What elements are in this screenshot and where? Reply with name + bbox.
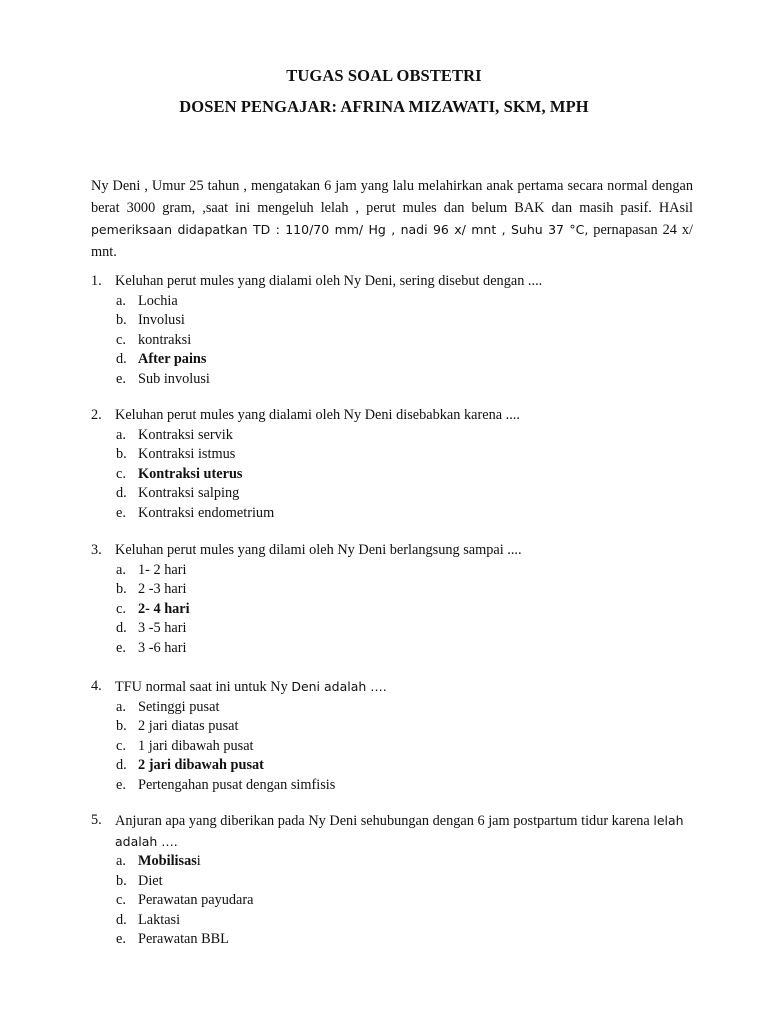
question-text-part2: Deni adalah …. [291,679,387,694]
question-2 [91,406,696,523]
option-text: 3 -6 hari [138,639,187,656]
option-b [91,580,696,600]
option-c-answer [91,465,696,485]
option-letter: e. [116,639,126,656]
option-text: Kontraksi salping [138,485,240,501]
option-letter: e. [116,776,126,793]
option-text: Kontraksi endometrium [138,504,275,521]
option-c [91,737,696,757]
option-letter: b. [116,872,127,889]
option-c-answer [91,600,696,620]
option-letter: c. [116,465,126,482]
option-text: Kontraksi uterus [138,465,243,482]
option-c [91,891,696,911]
option-text: Kontraksi servik [138,426,233,443]
option-a-answer [91,852,696,872]
option-text: 2 jari diatas pusat [138,718,239,734]
case-text-part3: pernapasan 24 x/ mnt. [91,222,693,260]
question-number: 1. [91,273,102,289]
case-paragraph [91,176,693,263]
option-text: Diet [138,872,163,889]
option-e [91,776,696,796]
question-2-stem [91,406,696,426]
question-number: 2. [91,407,102,423]
document-title: TUGAS SOAL OBSTETRI [286,66,482,85]
option-letter: a. [116,853,126,869]
question-4-stem [91,677,696,698]
option-text: Pertengahan pusat dengan simfisis [138,776,336,793]
option-b [91,445,696,465]
option-letter: d. [116,485,127,501]
option-letter: b. [116,446,127,462]
option-d [91,484,696,504]
option-text: 1 jari dibawah pusat [138,737,254,754]
question-number: 3. [91,542,102,558]
question-text-part2: lelah adalah …. [115,813,684,849]
option-text: Laktasi [138,911,181,928]
option-text: 2- 4 hari [138,600,190,617]
option-b [91,717,696,737]
question-4 [91,677,696,795]
option-letter: e. [116,931,126,947]
option-text: Kontraksi istmus [138,446,236,462]
option-text-rest: i [196,853,201,869]
option-e [91,930,696,950]
option-letter: b. [116,312,127,328]
option-text: Lochia [138,292,178,309]
option-letter: c. [116,892,126,908]
question-1-stem [91,272,696,292]
question-text-part1: Anjuran apa yang diberikan pada Ny Deni sehubungan dengan 6 jam postpartum tidur karena [115,813,654,829]
option-a [91,698,696,718]
option-letter: a. [116,292,126,309]
option-a [91,561,696,581]
option-letter: c. [116,737,126,754]
option-letter: a. [116,561,126,578]
option-text-bold: Mobilisas [138,853,197,869]
question-text: Keluhan perut mules yang dialami oleh Ny Deni, sering disebut dengan .... [115,273,543,289]
option-d-answer [91,350,696,370]
option-letter: b. [116,581,127,597]
option-text: Perawatan payudara [138,892,254,908]
option-b [91,311,696,331]
option-letter: a. [116,426,126,443]
option-text: 1- 2 hari [138,561,187,578]
option-a [91,292,696,312]
question-5-stem [91,811,696,852]
option-e [91,370,696,390]
question-number: 5. [91,812,102,828]
option-text: 2 jari dibawah pusat [138,757,264,773]
option-text: Setinggi pusat [138,698,220,715]
option-letter: e. [116,370,126,387]
option-text: Involusi [138,312,185,328]
option-text: Perawatan BBL [138,931,229,947]
option-letter: d. [116,911,127,928]
option-letter: d. [116,620,127,636]
option-d [91,911,696,931]
option-d [91,619,696,639]
option-text: 3 -5 hari [138,620,187,636]
option-letter: d. [116,757,127,773]
document-subtitle: DOSEN PENGAJAR: AFRINA MIZAWATI, SKM, MPH [179,97,589,116]
option-letter: a. [116,698,126,715]
question-number: 4. [91,678,102,694]
question-1 [91,272,696,389]
option-b [91,872,696,892]
option-e [91,504,696,524]
option-text: Sub involusi [138,370,210,387]
option-d-answer [91,756,696,776]
option-letter: e. [116,504,126,521]
question-5 [91,811,696,950]
option-a [91,426,696,446]
case-text-part2: pemeriksaan didapatkan TD : 110/70 mm/ Hg , nadi 96 x/ mnt , Suhu 37 °C, [91,222,589,237]
option-letter: d. [116,351,127,367]
question-text: Keluhan perut mules yang dilami oleh Ny Deni berlangsung sampai .... [115,542,522,558]
option-letter: b. [116,718,127,734]
question-text: Keluhan perut mules yang dialami oleh Ny Deni disebabkan karena .... [115,407,520,423]
option-letter: c. [116,331,126,348]
case-text-part1: Ny Deni , Umur 25 tahun , mengatakan 6 jam yang lalu melahirkan anak pertama secara normal dengan berat 3000 gram, ,saat ini mengeluh lelah , perut mules dan belum BAK dan masih pasif. HAsil [91,178,693,216]
question-text-part1: TFU normal saat ini untuk Ny [115,679,292,695]
option-c [91,331,696,351]
option-text: 2 -3 hari [138,581,187,597]
question-3-stem [91,541,696,561]
option-text: kontraksi [138,331,192,348]
option-letter: c. [116,600,126,617]
option-text: After pains [138,351,207,367]
option-e [91,639,696,659]
question-3 [91,541,696,658]
